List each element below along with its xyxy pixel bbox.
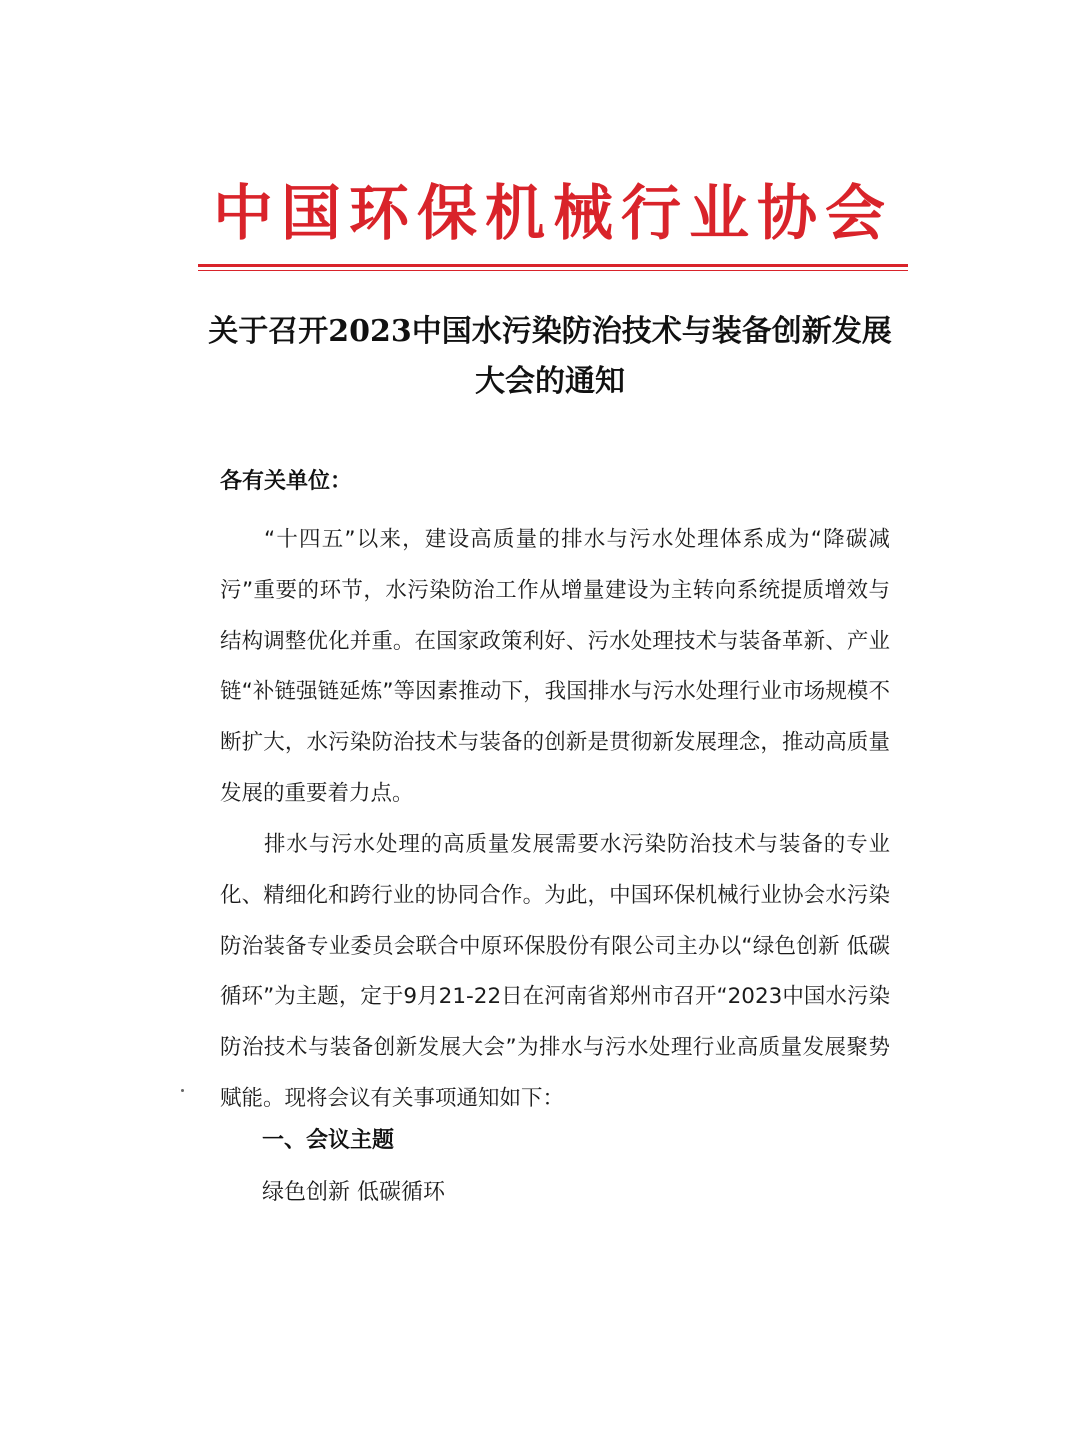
scan-speck <box>181 1089 184 1092</box>
letterhead-divider-thin <box>198 270 908 271</box>
section-heading-meeting-theme: 一、会议主题 <box>262 1128 395 1153</box>
body-paragraph-1: “十四五”以来，建设高质量的排水与污水处理体系成为“降碳减污”重要的环节，水污染防治工作从增量建设为主转向系统提质增效与结构调整优化并重。在国家政策利好、污水处理技术与装备革新、产业链“补链强链延炼”等因素推动下，我国排水与污水处理行业市场规模不断扩大，水污染防治技术与装备的创新是贯彻新发展理念，推动高质量发展的重要着力点。 <box>220 527 890 806</box>
notice-title-line1: 关于召开2023中国水污染防治技术与装备创新发展 <box>208 314 892 349</box>
notice-title-line2: 大会的通知 <box>475 364 625 399</box>
meeting-theme-text: 绿色创新 低碳循环 <box>262 1180 445 1205</box>
letterhead-divider-thick <box>198 264 908 267</box>
letterhead-organization-title: 中国环保机械行业协会 <box>213 179 893 249</box>
salutation: 各有关单位： <box>220 469 353 494</box>
body-paragraph-2: 排水与污水处理的高质量发展需要水污染防治技术与装备的专业化、精细化和跨行业的协同合作。为此，中国环保机械行业协会水污染防治装备专业委员会联合中原环保股份有限公司主办以“绿色创新 低碳循环”为主题，定于9月21-22日在河南省郑州市召开“2023中国水污染防治技术与装备创新发展大会”为排水与污水处理行业高质量发展聚势赋能。现将会议有关事项通知如下： <box>220 832 890 1111</box>
